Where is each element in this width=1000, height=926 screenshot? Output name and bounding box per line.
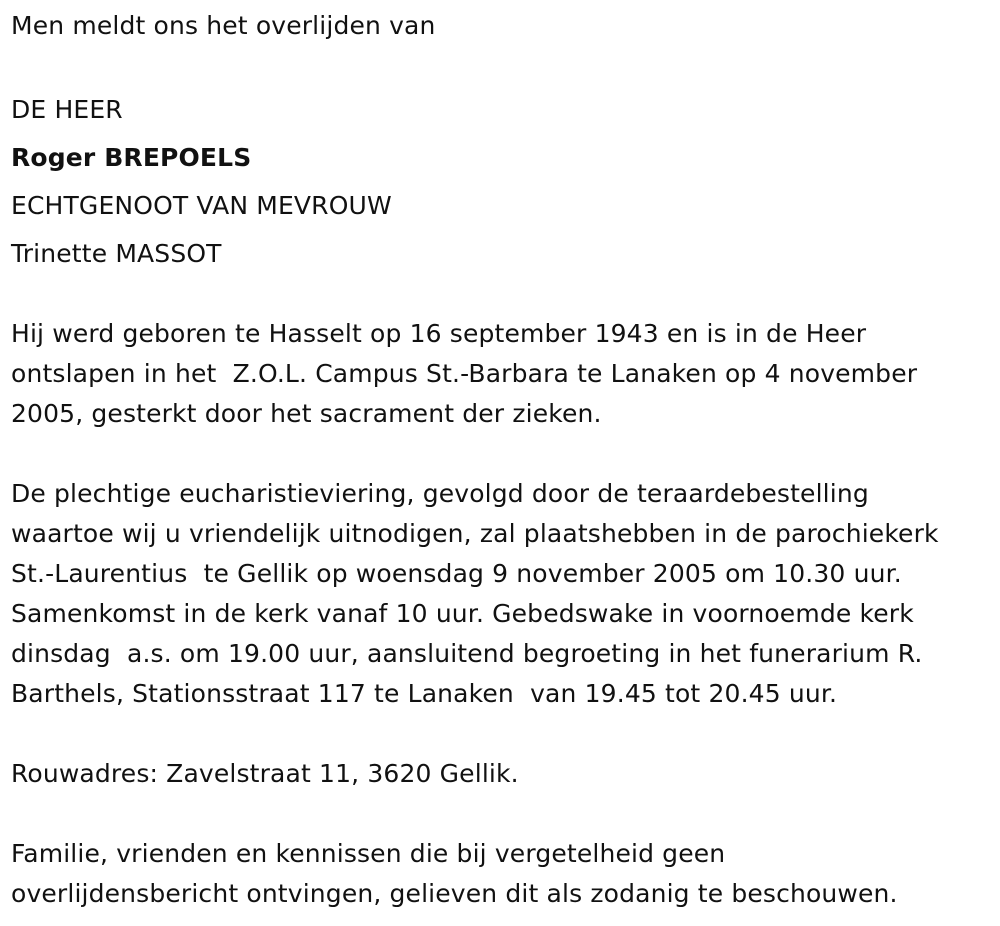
obituary-notice: [11, 6, 996, 914]
paragraph-line: St.-Laurentius te Gellik op woensdag 9 november 2005 om 10.30 uur.: [11, 559, 902, 588]
birth-paragraph: [11, 314, 996, 434]
paragraph-line: ontslapen in het Z.O.L. Campus St.-Barbara te Lanaken op 4 november: [11, 359, 918, 388]
closing-paragraph: [11, 834, 996, 914]
spacer: [11, 278, 996, 314]
deceased-title: DE HEER: [11, 95, 123, 124]
spacer: [11, 794, 996, 834]
spouse-name: Trinette MASSOT: [11, 239, 222, 268]
paragraph-line: Familie, vrienden en kennissen die bij vergetelheid geen: [11, 839, 726, 868]
spacer: [11, 714, 996, 754]
paragraph-line: overlijdensbericht ontvingen, gelieven dit als zodanig te beschouwen.: [11, 879, 898, 908]
spacer: [11, 46, 996, 86]
paragraph-line: waartoe wij u vriendelijk uitnodigen, zal plaatshebben in de parochiekerk: [11, 519, 939, 548]
spacer: [11, 434, 996, 474]
paragraph-line: 2005, gesterkt door het sacrament der zieken.: [11, 399, 602, 428]
paragraph-line: Barthels, Stationsstraat 117 te Lanaken van 19.45 tot 20.45 uur.: [11, 679, 838, 708]
paragraph-line: De plechtige eucharistieviering, gevolgd door de teraardebestelling: [11, 479, 869, 508]
spouse-label: ECHTGENOOT VAN MEVROUW: [11, 191, 392, 220]
mourning-address: Rouwadres: Zavelstraat 11, 3620 Gellik.: [11, 759, 519, 788]
deceased-block: [11, 86, 996, 278]
paragraph-line: Hij werd geboren te Hasselt op 16 september 1943 en is in de Heer: [11, 319, 867, 348]
intro-text: Men meldt ons het overlijden van: [11, 11, 436, 40]
paragraph-line: dinsdag a.s. om 19.00 uur, aansluitend begroeting in het funerarium R.: [11, 639, 923, 668]
ceremony-paragraph: [11, 474, 996, 714]
deceased-name: Roger BREPOELS: [11, 143, 252, 172]
paragraph-line: Samenkomst in de kerk vanaf 10 uur. Gebedswake in voornoemde kerk: [11, 599, 914, 628]
